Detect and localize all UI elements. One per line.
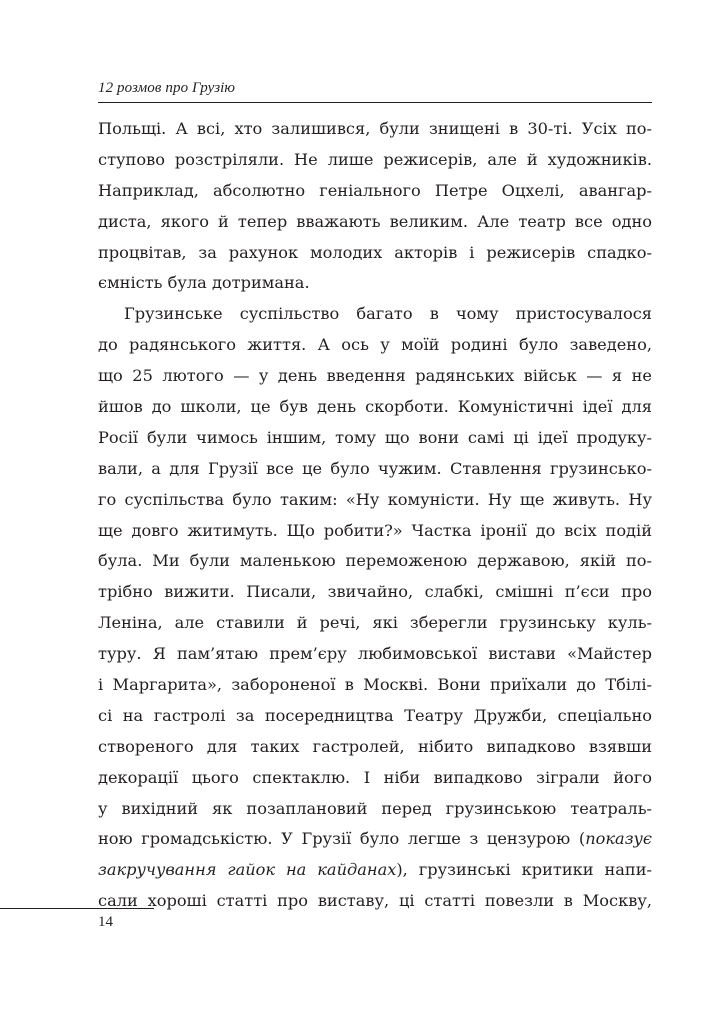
text-line: туру. Я пам’ятаю прем’єру любимовської вистави «Майстер [98, 644, 652, 664]
body-text [98, 114, 652, 917]
text-line: го суспільства було таким: «Ну комуністи. Ну ще живуть. Ну [98, 489, 652, 509]
text-line: Наприклад, абсолютно геніального Петре Оцхелі, авангар- [98, 180, 652, 200]
text-line: ступово розстріляли. Не лише режисерів, але й художників. [98, 149, 652, 169]
text-line: ємність була дотримана. [98, 273, 310, 293]
text-line: йшов до школи, це був день скорботи. Комуністичні ідеї для [98, 397, 652, 417]
text-line: ще довго житимуть. Що робити?» Частка іронії до всіх подій [98, 520, 652, 540]
text-line-with-italic-start [98, 824, 652, 855]
text-line: створеного для таких гастролей, нібито випадково взявши [98, 736, 652, 756]
text-span: ною громадськістю. У Грузії було легше з цензурою ( [98, 829, 586, 849]
text-line: сі на гастролі за посередництва Театру Дружби, спеціально [98, 705, 652, 725]
header-rule [98, 102, 652, 103]
text-line: декорації цього спектаклю. І ніби випадково зіграли його [98, 767, 652, 787]
text-line: і Маргарита», забороненої в Москві. Вони приїхали до Тбілі- [98, 675, 652, 695]
text-span: ), грузинські критики напи- [396, 860, 652, 880]
running-title: 12 розмов про Грузію [98, 80, 236, 96]
text-line: сали хороші статті про виставу, ці статті повезли в Москву, [98, 891, 652, 911]
text-line-paragraph-start: Грузинське суспільство багато в чому пристосувалося [124, 304, 652, 324]
italic-text-span: показує [585, 829, 652, 849]
text-line: що 25 лютого — у день введення радянських військ — я не [98, 366, 652, 386]
text-line: процвітав, за рахунок молодих акторів і режисерів спадко- [98, 242, 652, 262]
italic-text-span: закручування гайок на кайданах [98, 860, 397, 880]
text-line: трібно вижити. Писали, звичайно, слабкі, смішні п’єси про [98, 582, 652, 602]
text-line: Леніна, але ставили й речі, які зберегли грузинську куль- [98, 613, 652, 633]
text-line: Росії були чимось іншим, тому що вони самі ці ідеї продуку- [98, 427, 652, 447]
text-line: диста, якого й тепер вважають великим. Але театр все одно [98, 211, 652, 231]
text-line-with-italic-end [98, 855, 652, 886]
text-line: була. Ми були маленькою переможеною державою, якій по- [98, 551, 652, 571]
text-line: у вихідний як позаплановий перед грузинською театраль- [98, 798, 652, 818]
text-line: Польщі. А всі, хто залишився, були знищені в 30-ті. Усіх по- [98, 119, 652, 138]
page-number: 14 [98, 914, 113, 930]
text-line: вали, а для Грузії все це було чужим. Ставлення грузинсько- [98, 458, 652, 478]
text-line: до радянського життя. А ось у моїй родині було заведено, [98, 335, 652, 355]
footer-rule [0, 908, 154, 909]
